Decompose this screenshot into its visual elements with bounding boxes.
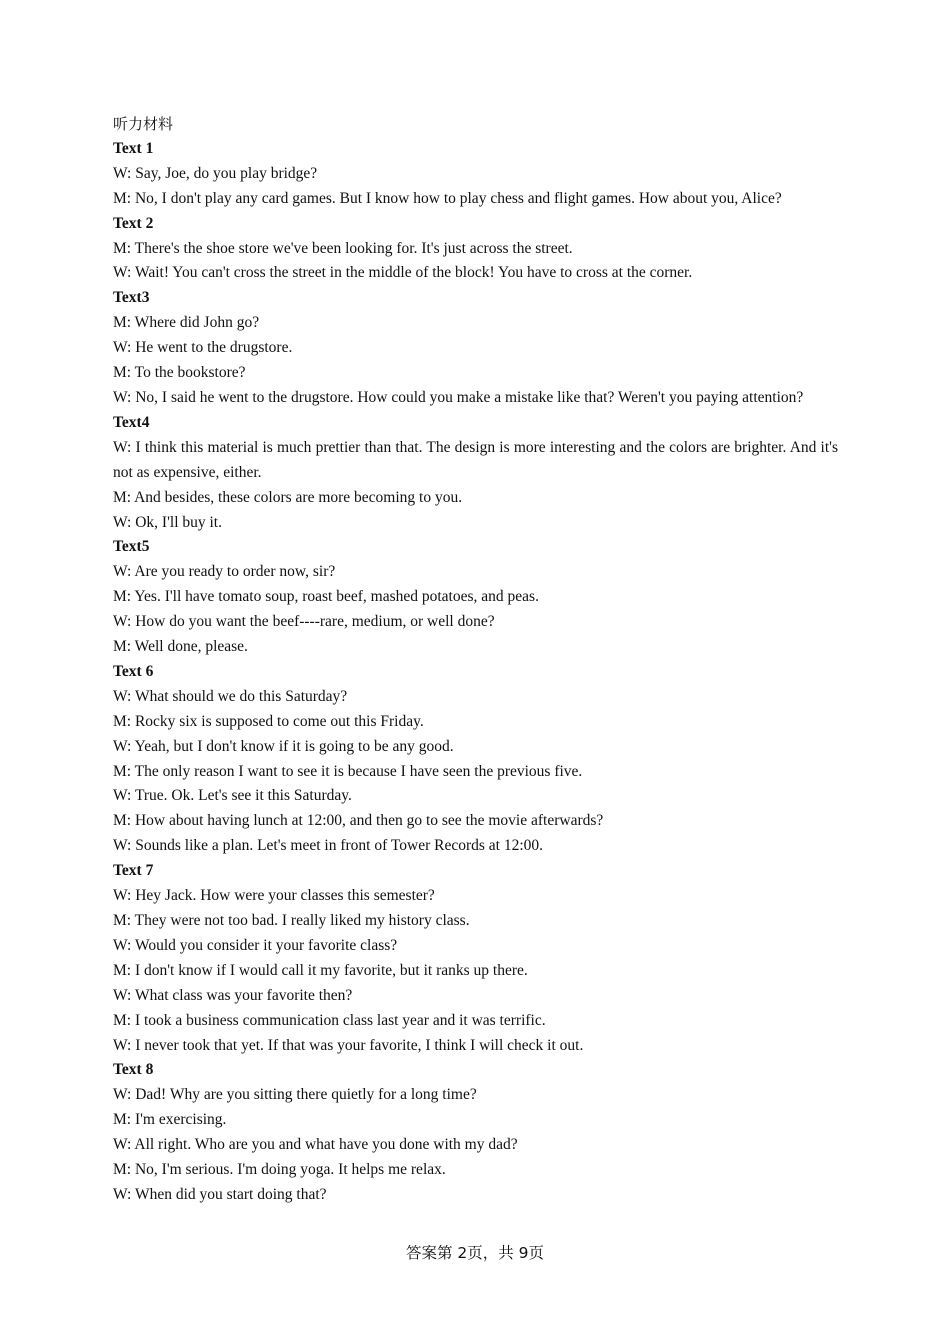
dialogue-line: M: Yes. I'll have tomato soup, roast beef, mashed potatoes, and peas.: [113, 588, 539, 606]
dialogue-line: W: Say, Joe, do you play bridge?: [113, 164, 318, 182]
dialogue-line: M: The only reason I want to see it is because I have seen the previous five.: [113, 762, 583, 780]
page-footer: 答案第 2页，共 9页: [405, 1244, 545, 1262]
text-heading: Text 2: [113, 214, 154, 232]
dialogue-line: M: They were not too bad. I really liked my history class.: [113, 912, 470, 929]
dialogue-line: M: And besides, these colors are more becoming to you.: [113, 488, 463, 506]
dialogue-line: W: Yeah, but I don't know if it is going to be any good.: [113, 737, 454, 755]
dialogue-line: M: No, I'm serious. I'm doing yoga. It helps me relax.: [113, 1161, 446, 1179]
text-heading: Text5: [113, 538, 150, 556]
dialogue-line: M: To the bookstore?: [113, 364, 246, 382]
dialogue-line: W: No, I said he went to the drugstore. How could you make a mistake like that? Weren't you paying attention?: [113, 388, 804, 406]
section-title: 听力材料: [113, 115, 174, 133]
dialogue-line: W: How do you want the beef----rare, medium, or well done?: [113, 613, 495, 631]
dialogue-line: W: I think this material is much prettier than that. The design is more interesting and the colors are brighter. And it's not as expensive, either.: [113, 438, 838, 481]
dialogue-line: W: Wait! You can't cross the street in the middle of the block! You have to cross at the corner.: [113, 264, 693, 282]
dialogue-line: W: Are you ready to order now, sir?: [113, 563, 336, 581]
dialogue-line: W: Would you consider it your favorite class?: [113, 936, 398, 954]
dialogue-line: M: There's the shoe store we've been looking for. It's just across the street.: [113, 239, 573, 257]
dialogue-line: W: What should we do this Saturday?: [113, 687, 348, 705]
text-heading: Text4: [113, 413, 150, 431]
dialogue-line: M: I'm exercising.: [113, 1111, 227, 1129]
text-heading: Text 6: [113, 662, 154, 680]
text-heading: Text 1: [113, 139, 154, 157]
dialogue-line: M: Where did John go?: [113, 314, 260, 332]
text-heading: Text 8: [113, 1061, 154, 1079]
transcript: [113, 137, 838, 1208]
text-heading: Text3: [113, 289, 150, 307]
document-body: [113, 112, 838, 1208]
dialogue-line: W: What class was your favorite then?: [113, 986, 353, 1004]
dialogue-line: M: Rocky six is supposed to come out this Friday.: [113, 712, 424, 730]
text-heading: Text 7: [113, 862, 154, 880]
dialogue-line: M: Well done, please.: [113, 638, 248, 656]
dialogue-line: W: When did you start doing that?: [113, 1185, 327, 1203]
dialogue-line: W: I never took that yet. If that was your favorite, I think I will check it out.: [113, 1036, 584, 1054]
dialogue-line: M: How about having lunch at 12:00, and then go to see the movie afterwards?: [113, 812, 604, 830]
dialogue-line: W: Sounds like a plan. Let's meet in front of Tower Records at 12:00.: [113, 837, 544, 855]
dialogue-line: W: Hey Jack. How were your classes this semester?: [113, 887, 435, 905]
dialogue-line: W: All right. Who are you and what have you done with my dad?: [113, 1136, 518, 1154]
dialogue-line: M: No, I don't play any card games. But I know how to play chess and flight games. How about you, Alice?: [113, 189, 782, 207]
dialogue-line: M: I took a business communication class last year and it was terrific.: [113, 1011, 546, 1029]
dialogue-line: W: He went to the drugstore.: [113, 339, 293, 357]
dialogue-line: M: I don't know if I would call it my favorite, but it ranks up there.: [113, 961, 528, 979]
dialogue-line: W: True. Ok. Let's see it this Saturday.: [113, 787, 352, 805]
dialogue-line: W: Dad! Why are you sitting there quietly for a long time?: [113, 1086, 477, 1104]
dialogue-line: W: Ok, I'll buy it.: [113, 513, 222, 531]
